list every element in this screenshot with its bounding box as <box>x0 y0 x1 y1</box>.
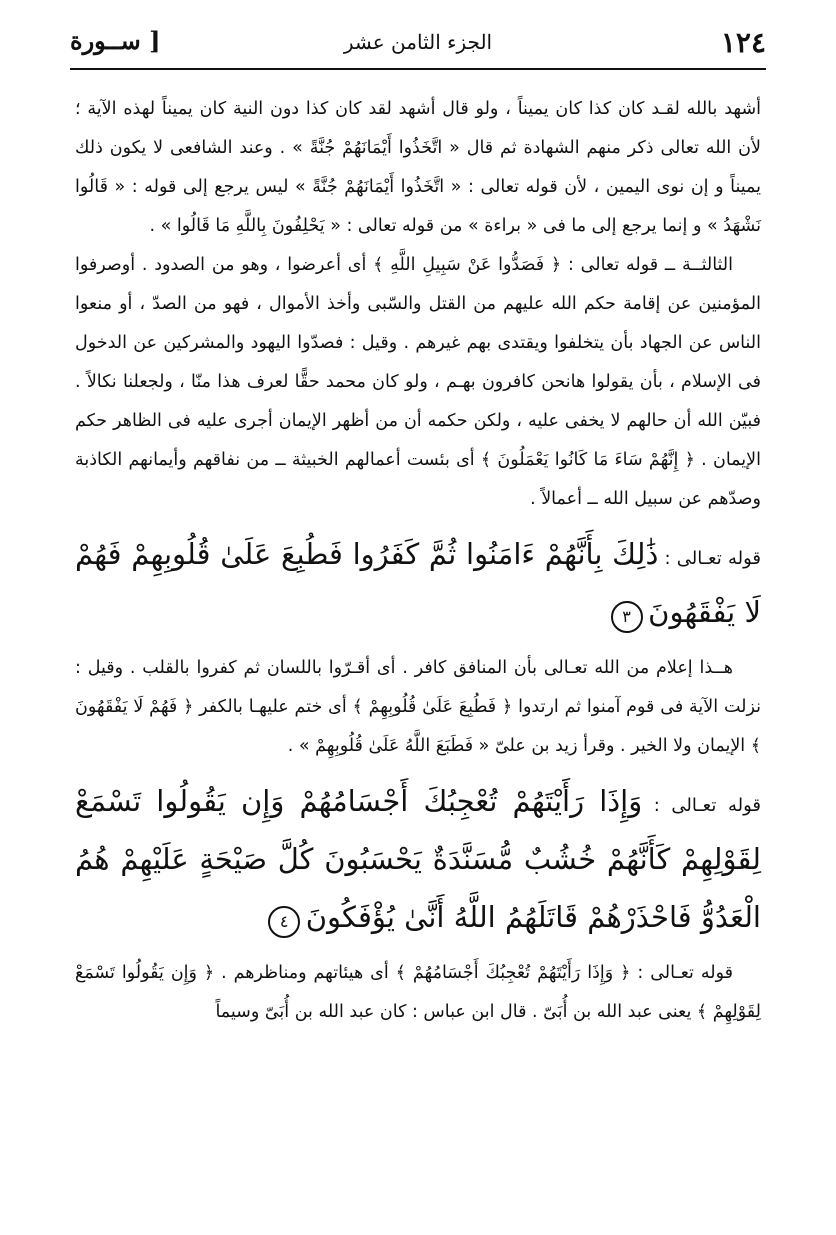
page-header <box>70 18 766 70</box>
part-title: الجزء الثامن عشر <box>343 30 493 54</box>
paragraph: أشهد بالله لقـد كان كذا كان يميناً ، ولو قال أشهد لقد كان كذا دون النية كان يميناً لهذه الآية ؛ لأن الله تعالى ذكر منهم الشهادة ثم قال « اتَّخَذُوا أَيْمَانَهُمْ جُنَّةً » . وعند الشافعى لا يكون ذلك يميناً و إن نوى اليمين ، لأن قوله تعالى : « اتَّخَذُوا أَيْمَانَهُمْ جُنَّةً » ليس يرجع إلى قوله : « قَالُوا نَشْهَدُ » و إنما يرجع إلى ما فى « براءة » من قوله تعالى : « يَحْلِفُونَ بِاللَّهِ مَا قَالُوا » . <box>75 99 761 236</box>
verse-text: ذَٰلِكَ بِأَنَّهُمْ ءَامَنُوا ثُمَّ كَفَرُوا فَطُبِعَ عَلَىٰ قُلُوبِهِمْ فَهُمْ لَا يَفْقَهُونَ <box>75 537 761 629</box>
page-number: ١٢٤ <box>720 26 766 59</box>
verse-text: وَإِذَا رَأَيْتَهُمْ تُعْجِبُكَ أَجْسَامُهُمْ وَإِن يَقُولُوا تَسْمَعْ لِقَوْلِهِمْ كَأَنَّهُمْ خُشُبٌ مُّسَنَّدَةٌ يَحْسَبُونَ كُلَّ صَيْحَةٍ عَلَيْهِمْ هُمُ الْعَدُوُّ فَاحْذَرْهُمْ قَاتَلَهُمُ اللَّهُ أَنَّىٰ يُؤْفَكُونَ <box>75 784 761 934</box>
quran-verse-block <box>75 525 761 641</box>
page-body <box>75 90 761 1032</box>
verse-intro: قوله تعـالى : <box>664 548 761 569</box>
surah-label: [ ســورة <box>70 26 161 55</box>
paragraph: الثالثــة ــ قوله تعالى : ﴿ فَصَدُّوا عَنْ سَبِيلِ اللَّهِ ﴾ أى أعرضوا ، وهو من الصدود . أوصرفوا المؤمنين عن إقامة حكم الله عليهم من القتل والسّبى وأخذ الأموال ، فهو من الصدّ ، أو منعوا الناس عن الجهاد بأن يتخلفوا ويقتدى بهم غيرهم . وقيل : فصدّوا اليهود والمشركين عن الدخول فى الإسلام ، بأن يقولوا هانحن كافرون بهـم ، ولو كان محمد حقًّا لعرف هذا منّا ، ولجعلنا نكالاً . فبيّن الله أن حالهم لا يخفى عليه ، ولكن حكمه أن من أظهر الإيمان أجرى عليه فى الظاهر حكم الإيمان . ﴿ إِنَّهُمْ سَاءَ مَا كَانُوا يَعْمَلُونَ ﴾ أى بئست أعمالهم الخبيثة ــ من نفاقهم وأيمانهم الكاذبة وصدّهم عن سبيل الله ــ أعمالاً . <box>75 255 761 509</box>
verse-number-mark: ٤ <box>268 906 300 938</box>
verse-intro: قوله تعـالى : <box>653 795 761 816</box>
quran-verse-block <box>75 772 761 946</box>
paragraph: هــذا إعلام من الله تعـالى بأن المنافق كافر . أى أقـرّوا باللسان ثم كفروا بالقلب . وقيل : نزلت الآية فى قوم آمنوا ثم ارتدوا ﴿ فَطُبِعَ عَلَىٰ قُلُوبِهِمْ ﴾ أى ختم عليهـا بالكفر ﴿ فَهُمْ لَا يَفْقَهُونَ ﴾ الإيمان ولا الخير . وقرأ زيد بن علىّ « فَطَبَعَ اللَّهُ عَلَىٰ قُلُوبِهِمْ » . <box>75 658 761 756</box>
verse-number-mark: ٣ <box>611 601 643 633</box>
paragraph: قوله تعـالى : ﴿ وَإِذَا رَأَيْتَهُمْ تُعْجِبُكَ أَجْسَامُهُمْ ﴾ أى هيئاتهم ومناظرهم . ﴿ وَإِن يَقُولُوا تَسْمَعْ لِقَوْلِهِمْ ﴾ يعنى عبد الله بن أُبَىّ . قال ابن عباس : كان عبد الله بن أُبَىّ وسيماً <box>75 963 761 1022</box>
